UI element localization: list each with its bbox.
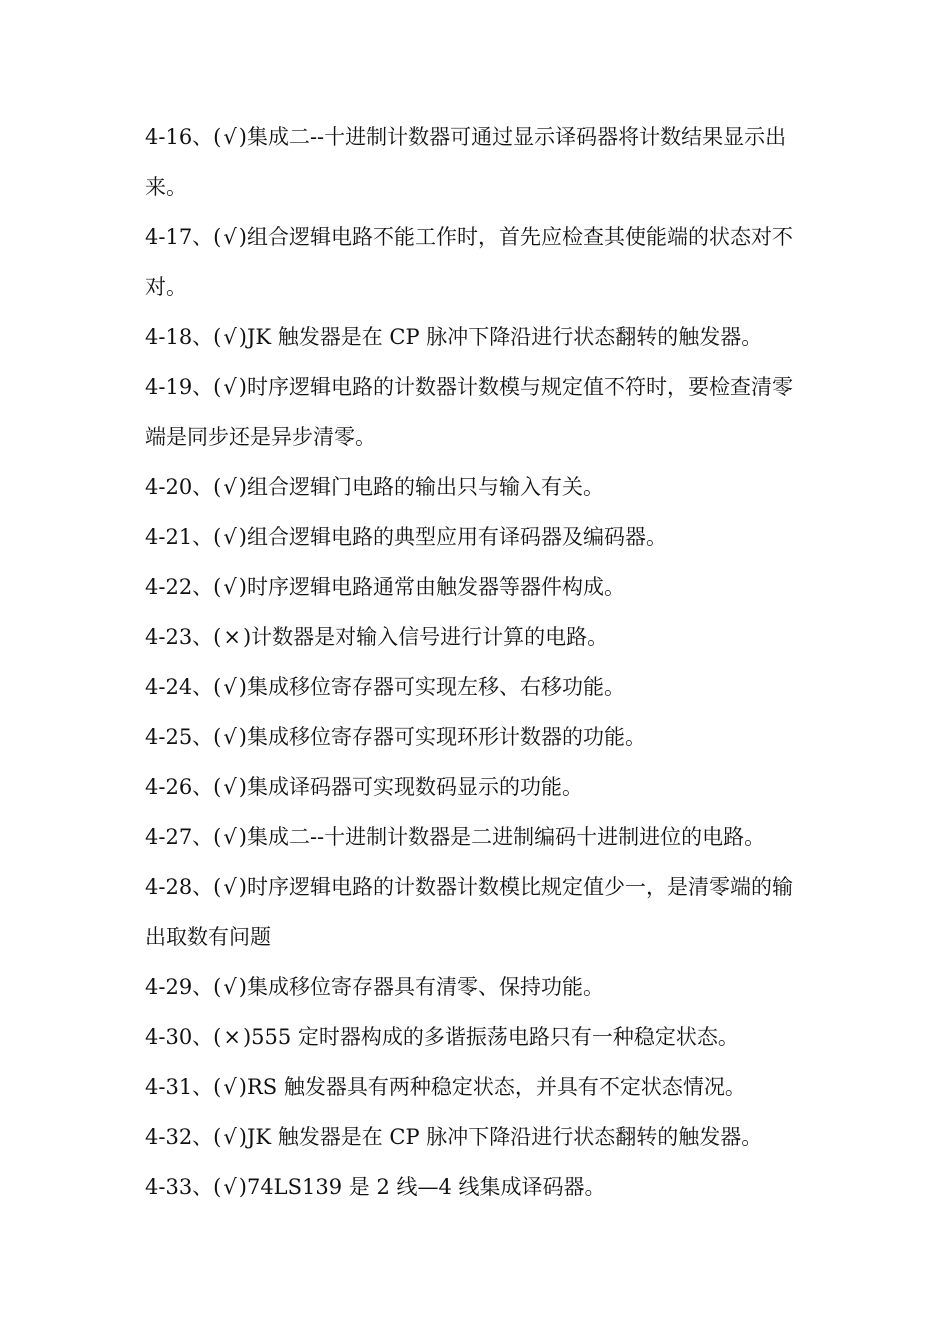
question-number: 4-32、( xyxy=(145,1125,222,1149)
question-item xyxy=(145,712,810,762)
question-item xyxy=(145,812,810,862)
question-item xyxy=(145,762,810,812)
question-number: 4-24、( xyxy=(145,675,222,699)
question-number: 4-25、( xyxy=(145,725,222,749)
question-number: 4-21、( xyxy=(145,525,222,549)
question-item xyxy=(145,212,810,312)
question-text: )组合逻辑电路的典型应用有译码器及编码器。 xyxy=(238,525,667,549)
question-text: )集成二--十进制计数器是二进制编码十进制进位的电路。 xyxy=(238,825,766,849)
question-number: 4-33、( xyxy=(145,1175,222,1199)
question-number: 4-31、( xyxy=(145,1075,222,1099)
question-number: 4-20、( xyxy=(145,475,222,499)
question-text: )JK 触发器是在 CP 脉冲下降沿进行状态翻转的触发器。 xyxy=(238,1125,763,1149)
question-number: 4-19、( xyxy=(145,375,222,399)
question-item xyxy=(145,1062,810,1112)
question-item xyxy=(145,962,810,1012)
question-text: )时序逻辑电路的计数器计数模比规定值少一，是清零端的输出取数有问题 xyxy=(145,875,793,949)
question-item xyxy=(145,612,810,662)
answer-mark: √ xyxy=(223,1075,237,1099)
answer-mark: √ xyxy=(223,675,237,699)
answer-mark: √ xyxy=(223,575,237,599)
question-number: 4-18、( xyxy=(145,325,222,349)
question-text: )时序逻辑电路通常由触发器等器件构成。 xyxy=(238,575,625,599)
question-text: )555 定时器构成的多谐振荡电路只有一种稳定状态。 xyxy=(242,1025,739,1049)
question-text: )JK 触发器是在 CP 脉冲下降沿进行状态翻转的触发器。 xyxy=(238,325,763,349)
answer-mark: √ xyxy=(223,325,237,349)
question-text: )集成移位寄存器可实现左移、右移功能。 xyxy=(238,675,625,699)
answer-mark: √ xyxy=(223,875,237,899)
question-text: )组合逻辑电路不能工作时，首先应检查其使能端的状态对不对。 xyxy=(145,225,793,299)
question-item xyxy=(145,362,810,462)
question-item xyxy=(145,662,810,712)
question-number: 4-30、( xyxy=(145,1025,222,1049)
question-item xyxy=(145,512,810,562)
question-item xyxy=(145,112,810,212)
answer-mark: √ xyxy=(223,775,237,799)
answer-mark: √ xyxy=(223,1175,237,1199)
question-list xyxy=(145,112,810,1212)
question-number: 4-22、( xyxy=(145,575,222,599)
question-text: )时序逻辑电路的计数器计数模与规定值不符时，要检查清零端是同步还是异步清零。 xyxy=(145,375,793,449)
question-text: )集成译码器可实现数码显示的功能。 xyxy=(238,775,583,799)
question-item xyxy=(145,462,810,512)
question-number: 4-29、( xyxy=(145,975,222,999)
answer-mark: √ xyxy=(223,1125,237,1149)
answer-mark: × xyxy=(223,625,241,649)
question-item xyxy=(145,562,810,612)
question-number: 4-17、( xyxy=(145,225,222,249)
answer-mark: √ xyxy=(223,525,237,549)
question-item xyxy=(145,1012,810,1062)
question-item xyxy=(145,1112,810,1162)
answer-mark: √ xyxy=(223,825,237,849)
answer-mark: √ xyxy=(223,125,237,149)
question-number: 4-27、( xyxy=(145,825,222,849)
question-item xyxy=(145,312,810,362)
answer-mark: × xyxy=(223,1025,241,1049)
question-text: )74LS139 是 2 线—4 线集成译码器。 xyxy=(238,1175,606,1199)
question-number: 4-28、( xyxy=(145,875,222,899)
answer-mark: √ xyxy=(223,725,237,749)
question-text: )集成移位寄存器可实现环形计数器的功能。 xyxy=(238,725,646,749)
question-number: 4-26、( xyxy=(145,775,222,799)
question-text: )计数器是对输入信号进行计算的电路。 xyxy=(242,625,609,649)
question-number: 4-16、( xyxy=(145,125,222,149)
question-text: )集成移位寄存器具有清零、保持功能。 xyxy=(238,975,604,999)
answer-mark: √ xyxy=(223,475,237,499)
question-text: )集成二--十进制计数器可通过显示译码器将计数结果显示出来。 xyxy=(145,125,787,199)
question-item xyxy=(145,862,810,962)
question-item xyxy=(145,1162,810,1212)
question-text: )RS 触发器具有两种稳定状态，并具有不定状态情况。 xyxy=(238,1075,746,1099)
question-number: 4-23、( xyxy=(145,625,222,649)
answer-mark: √ xyxy=(223,975,237,999)
question-text: )组合逻辑门电路的输出只与输入有关。 xyxy=(238,475,604,499)
answer-mark: √ xyxy=(223,375,237,399)
answer-mark: √ xyxy=(223,225,237,249)
